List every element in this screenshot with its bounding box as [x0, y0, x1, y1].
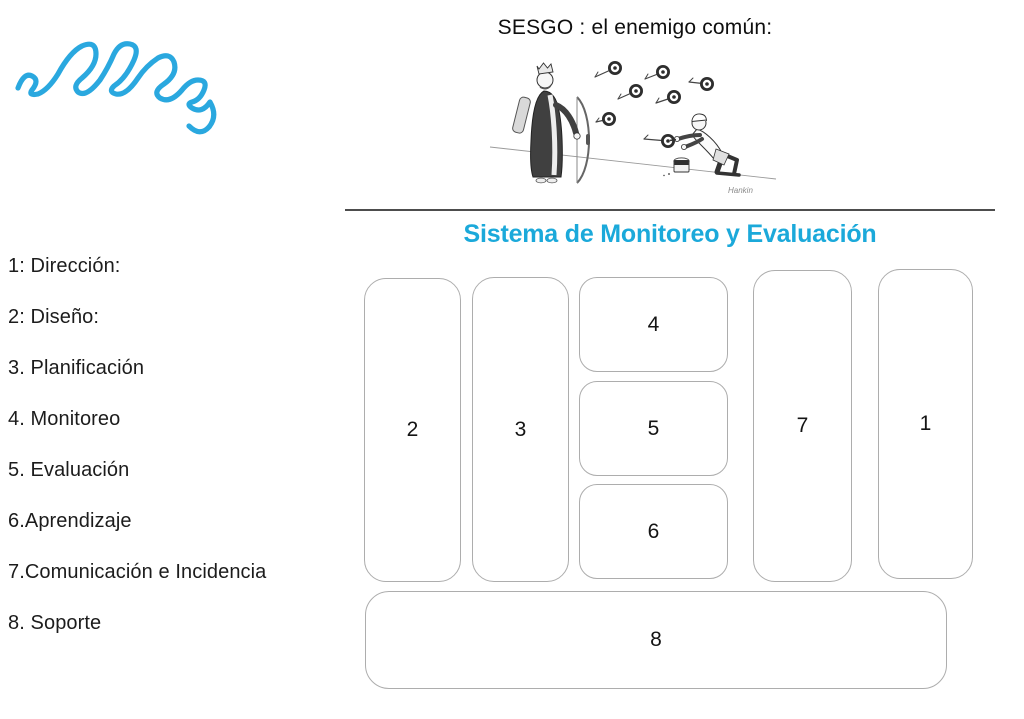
diagram-box-7: 7	[753, 270, 852, 582]
diagram-box-8: 8	[365, 591, 947, 689]
section-heading: Sistema de Monitoreo y Evaluación	[463, 220, 877, 248]
legend-item-4: 4. Monitoreo	[8, 408, 121, 430]
divider-line	[345, 209, 995, 211]
legend-item-8: 8. Soporte	[8, 612, 102, 634]
diagram-box-1: 1	[878, 269, 973, 579]
diagram-box-4: 4	[579, 277, 728, 372]
page-title: SESGO : el enemigo común:	[497, 16, 773, 39]
bias-cartoon	[488, 55, 778, 208]
legend-item-6: 6.Aprendizaje	[8, 510, 132, 532]
legend-item-2: 2: Diseño:	[8, 306, 100, 328]
king-archer-figure	[512, 63, 590, 183]
diagram-box-2: 2	[364, 278, 461, 582]
legend-item-7: 7.Comunicación e Incidencia	[8, 561, 267, 583]
diagram-box-6: 6	[579, 484, 728, 579]
legend-item-5: 5. Evaluación	[8, 459, 130, 481]
legend-list	[8, 255, 338, 663]
cartoon-signature: Hankin	[728, 186, 753, 195]
legend-item-1: 1: Dirección:	[8, 255, 121, 277]
legend-item-3: 3. Planificación	[8, 357, 145, 379]
painter-figure	[663, 114, 739, 176]
logo-squiggle-icon	[12, 30, 227, 143]
diagram-box-5: 5	[579, 381, 728, 476]
diagram-box-3: 3	[472, 277, 569, 582]
